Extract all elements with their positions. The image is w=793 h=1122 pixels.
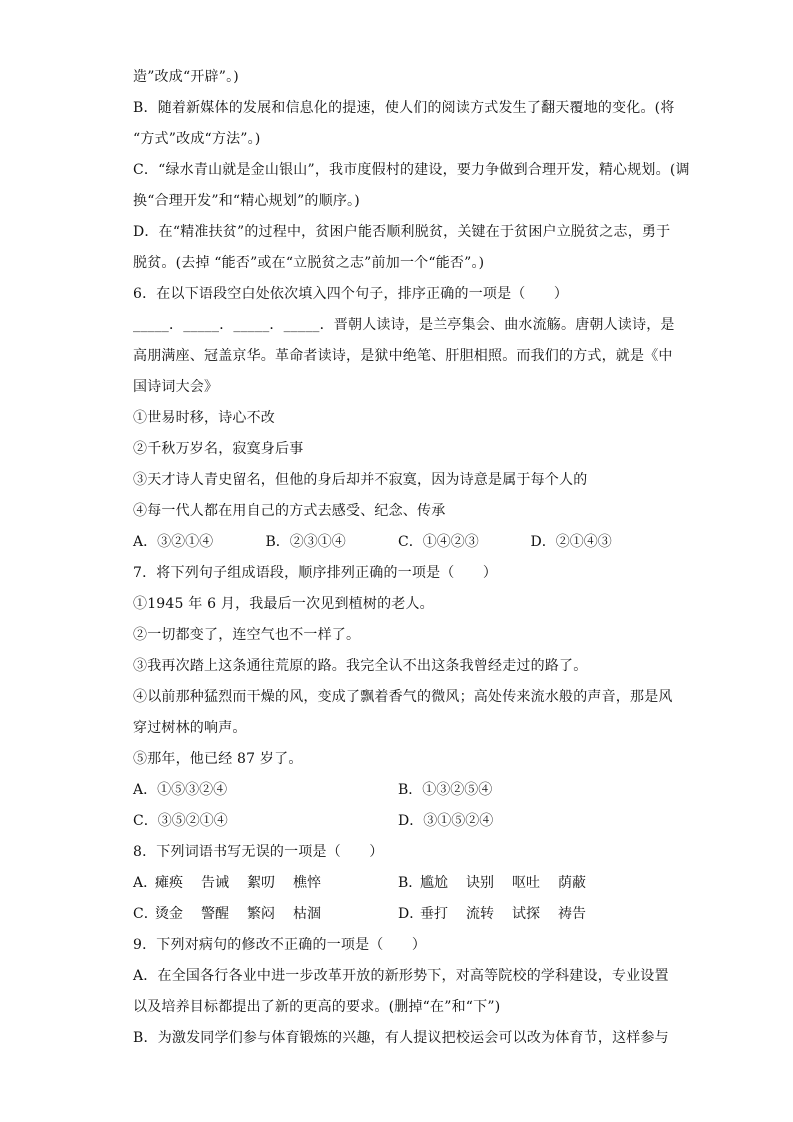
q8-d-word-4: 祷告 <box>558 906 586 922</box>
q9-stem: 9．下列对病句的修改不正确的一项是（ ） <box>133 937 427 953</box>
q7-options-row2 <box>133 806 663 837</box>
q5-option-a-tail: 造”改成“开辟”。) <box>133 69 239 85</box>
q7-option-a: A．①⑤③②④ <box>133 782 228 798</box>
q7-option-b: B．①③②⑤④ <box>398 782 493 798</box>
q8-d-word-2: 流转 <box>466 906 494 922</box>
q5-option-d-line1: D．在“精准扶贫”的过程中，贫困户能否顺利脱贫，关键在于贫困户立脱贫之志，勇于 <box>133 224 671 240</box>
q7-sentence-3: ③我再次踏上这条通往荒原的路。我完全认不出这条我曾经走过的路了。 <box>133 658 588 674</box>
q8-a-word-1: 瘫痪 <box>155 875 183 891</box>
q8-option-d <box>398 899 663 930</box>
q8-b-word-2: 诀别 <box>466 875 494 891</box>
q7-options-row1 <box>133 775 663 806</box>
q8-options-row2 <box>133 899 663 930</box>
q7-sentence-5: ⑤那年，他已经 87 岁了。 <box>133 751 303 767</box>
q6-option-b: B．②③①④ <box>265 534 346 550</box>
q6-passage-line2: 高朋满座、冠盖京华。革命者读诗，是狱中绝笔、肝胆相照。而我们的方式，就是《中 <box>133 348 673 364</box>
q6-passage-line3: 国诗词大会》 <box>133 379 219 395</box>
q8-option-a-lead: A． <box>133 875 158 891</box>
q6-option-c: C．①④②③ <box>398 534 479 550</box>
q5-option-b-line2: “方式”改成“方法”。) <box>133 131 261 147</box>
q9-option-b-line1: B．为激发同学们参与体育锻炼的兴趣，有人提议把校运会可以改为体育节，这样参与 <box>133 1030 669 1046</box>
q8-stem: 8．下列词语书写无误的一项是（ ） <box>133 844 384 860</box>
q8-a-word-3: 絮叨 <box>247 875 275 891</box>
q8-c-word-3: 繁闷 <box>247 906 275 922</box>
q5-option-c-line1: C．“绿水青山就是金山银山”，我市度假村的建设，要力争做到合理开发，精心规划。(调 <box>133 162 690 178</box>
q8-option-c <box>133 899 398 930</box>
q7-option-c: C．③⑤②①④ <box>133 813 228 829</box>
q6-sentence-2: ②千秋万岁名，寂寞身后事 <box>133 441 304 457</box>
q8-c-word-2: 警醒 <box>201 906 229 922</box>
q6-options <box>133 527 663 558</box>
q7-sentence-2: ②一切都变了，连空气也不一样了。 <box>133 627 361 643</box>
q6-option-a: A．③②①④ <box>133 534 214 550</box>
q6-stem: 6．在以下语段空白处依次填入四个句子，排序正确的一项是（ ） <box>133 286 569 302</box>
q5-option-b-line1: B．随着新媒体的发展和信息化的提速，使人们的阅读方式发生了翻天覆地的变化。(将 <box>133 100 675 116</box>
q7-sentence-4-line2: 穿过树林的响声。 <box>133 720 247 736</box>
q7-sentence-1: ①1945 年 6 月，我最后一次见到植树的老人。 <box>133 596 434 612</box>
q8-d-word-1: 垂打 <box>420 906 448 922</box>
q8-c-word-4: 枯涸 <box>293 906 321 922</box>
q7-stem: 7．将下列句子组成语段，顺序排列正确的一项是（ ） <box>133 565 498 581</box>
q6-sentence-3: ③天才诗人青史留名，但他的身后却并不寂寞，因为诗意是属于每个人的 <box>133 472 588 488</box>
q8-c-word-1: 烫金 <box>155 906 183 922</box>
q8-option-a <box>133 868 398 899</box>
q5-option-c-line2: 换“合理开发”和“精心规划”的顺序。) <box>133 193 360 209</box>
q7-option-d: D．③①⑤②④ <box>398 813 494 829</box>
q8-b-word-4: 荫蔽 <box>558 875 586 891</box>
q8-option-c-lead: C． <box>133 906 158 922</box>
q8-b-word-1: 尴尬 <box>420 875 448 891</box>
q8-d-word-3: 试探 <box>512 906 540 922</box>
q7-sentence-4-line1: ④以前那种猛烈而干燥的风，变成了飘着香气的微风；高处传来流水般的声音，那是风 <box>133 689 673 705</box>
q8-a-word-4: 樵悴 <box>293 875 321 891</box>
q6-sentence-4: ④每一代人都在用自己的方式去感受、纪念、传承 <box>133 503 446 519</box>
q6-passage-line1: _____．_____．_____．_____．晋朝人读诗，是兰亭集会、曲水流觞。唐朝人读诗，是 <box>133 317 675 333</box>
exam-page <box>133 62 690 1054</box>
q5-option-d-line2: 脱贫。(去掉 “能否”或在“立脱贫之志”前加一个“能否”。) <box>133 255 485 271</box>
q8-a-word-2: 告诫 <box>201 875 229 891</box>
q8-option-b-lead: B． <box>398 875 423 891</box>
q8-b-word-3: 呕吐 <box>512 875 540 891</box>
q6-option-d: D．②①④③ <box>530 534 612 550</box>
q8-option-b <box>398 868 663 899</box>
q9-option-a-line2: 以及培养目标都提出了新的更高的要求。(删掉“在”和“下”) <box>133 999 501 1015</box>
q9-option-a-line1: A．在全国各行各业中进一步改革开放的新形势下，对高等院校的学科建设，专业设置 <box>133 968 669 984</box>
q6-sentence-1: ①世易时移，诗心不改 <box>133 410 275 426</box>
q8-option-d-lead: D． <box>398 906 424 922</box>
q8-options-row1 <box>133 868 663 899</box>
